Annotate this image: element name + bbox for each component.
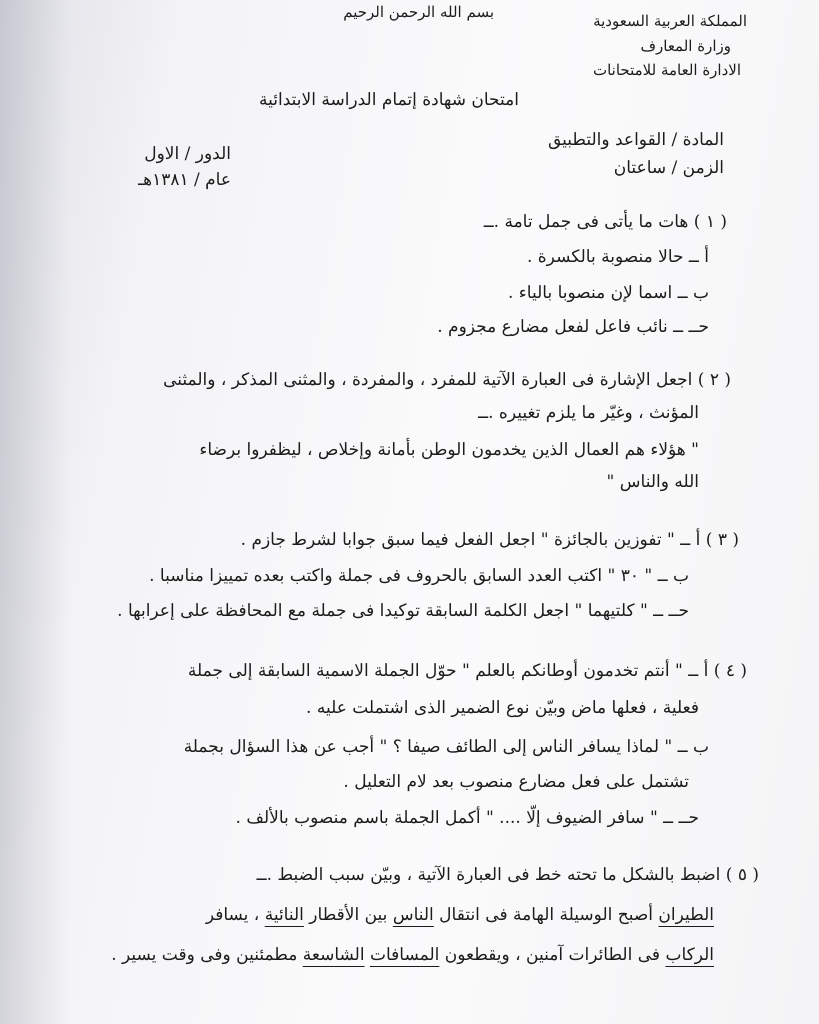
question-5-passage-line-1 (206, 905, 714, 925)
question-4-item-a: ( ٤ ) أ ــ " أنتم تخدمون أوطانكم بالعلم " حوّل الجملة الاسمية السابقة إلى جملة (187, 661, 747, 681)
passage-text: ، يسافر (205, 905, 265, 925)
question-4-item-b-cont: تشتمل على فعل مضارع منصوب بعد لام التعليل . (343, 772, 689, 792)
question-3-item-c: حــ ــ " كلتيهما " اجعل الكلمة السابقة توكيدا فى جملة مع المحافظة على إعرابها . (117, 601, 689, 621)
subject-line: المادة / القواعد والتطبيق (547, 130, 724, 150)
underlined-word: الشاسعة (302, 945, 365, 965)
question-3-item-a: ( ٣ ) أ ــ " تفوزين بالجائزة " اجعل الفعل فيما سبق جوابا لشرط جازم . (240, 530, 739, 550)
department-name: الادارة العامة للامتحانات (592, 61, 741, 79)
question-4-item-c: حــ ــ " سافر الضيوف إلّا .... " أكمل الجملة باسم منصوب بالألف . (235, 808, 699, 828)
question-1-item-a: أ ــ حالا منصوبة بالكسرة . (526, 247, 709, 267)
question-3-item-b: ب ــ " ٣٠ " اكتب العدد السابق بالحروف فى جملة واكتب بعده تمييزا مناسبا . (149, 566, 689, 586)
duration-line: الزمن / ساعتان (613, 158, 724, 178)
country-name: المملكة العربية السعودية (593, 12, 747, 30)
underlined-word: النائية (264, 905, 304, 925)
session-line: الدور / الاول (144, 144, 231, 164)
question-1-item-b: ب ــ اسما لإن منصوبا بالياء . (507, 283, 709, 303)
question-5-prompt: ( ٥ ) اضبط بالشكل ما تحته خط فى العبارة الآتية ، وبيّن سبب الضبط .ــ (256, 865, 759, 885)
question-5-passage-line-2 (111, 945, 714, 965)
passage-text: أصبح الوسيلة الهامة فى انتقال (433, 905, 659, 925)
question-4-item-a-cont: فعلية ، فعلها ماض وبيّن نوع الضمير الذى اشتملت عليه . (306, 698, 699, 718)
underlined-word: الناس (392, 905, 434, 925)
passage-text: مطمئنين وفى وقت يسير . (111, 945, 303, 965)
passage-text: فى الطائرات آمنين ، ويقطعون (439, 945, 666, 965)
question-2-prompt: ( ٢ ) اجعل الإشارة فى العبارة الآتية للمفرد ، والمفردة ، والمثنى المذكر ، والمثنى (163, 370, 731, 390)
question-1-prompt: ( ١ ) هات ما يأتى فى جمل تامة .ــ (483, 212, 727, 232)
question-1-item-c: حــ ــ نائب فاعل لفعل مضارع مجزوم . (437, 317, 709, 337)
exam-title: امتحان شهادة إتمام الدراسة الابتدائية (259, 90, 519, 110)
basmala: بسم الله الرحمن الرحيم (343, 3, 494, 21)
year-line: عام / ١٣٨١هـ (138, 170, 231, 190)
underlined-word: الركاب (665, 945, 714, 965)
question-4-item-b: ب ــ " لماذا يسافر الناس إلى الطائف صيفا ؟ " أجب عن هذا السؤال بجملة (183, 737, 709, 757)
passage-text: بين الأقطار (303, 905, 393, 925)
underlined-word: الطيران (658, 905, 714, 925)
question-2-quote: " هؤلاء هم العمال الذين يخدمون الوطن بأمانة وإخلاص ، ليظفروا برضاء (199, 440, 699, 460)
ministry-name: وزارة المعارف (640, 37, 731, 55)
question-2-prompt-cont: المؤنث ، وغيّر ما يلزم تغييره .ــ (478, 403, 699, 423)
underlined-word: المسافات (369, 945, 440, 965)
question-2-quote-cont: الله والناس " (606, 472, 699, 492)
